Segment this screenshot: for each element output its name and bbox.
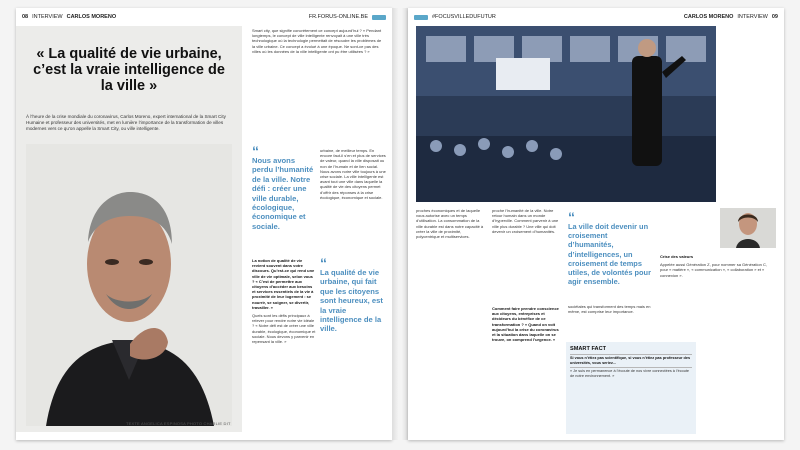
- pull-quote-text: Nous avons perdu l’humanité de la ville. Notre défi : créer une ville durable, écologique, économique et sociale.: [252, 156, 314, 231]
- article-column-3: [252, 258, 316, 347]
- photo-credit: TEXTE ANGELICA ESPINOSA PHOTO CHARLIE DIT: [126, 421, 231, 426]
- article-title: « La qualité de vie urbaine, c’est la vraie intelligence de la ville »: [33, 46, 225, 94]
- left-page-url: [309, 12, 386, 22]
- hashtag-label: #FOCUSVILLEDUFUTUR: [432, 14, 496, 20]
- magazine-logo-icon: [372, 15, 386, 20]
- left-page-header: [22, 12, 116, 22]
- pull-quote-1: [252, 143, 316, 231]
- student-photo: [720, 208, 776, 248]
- pull-quote-text: La ville doit devenir un croisement d’humanités, d’intelligences, un croisement de temps utiles, de volontés pour agir ensemble.: [568, 222, 651, 287]
- section-label: INTERVIEW: [32, 14, 63, 20]
- article-column-6: [492, 306, 562, 345]
- pull-quote-2: [320, 255, 384, 334]
- site-url: FR.FORUS-ONLINE.BE: [308, 14, 368, 20]
- article-column-7: [568, 304, 652, 317]
- quote-mark-icon: “: [568, 209, 575, 225]
- paragraph: proches économiques et de laquelle vous autorise avec un temps d’utilisation. La consommation de la ville durable est dans notre capacité à créer la ville de proximité, polycentrique et multiservices.: [416, 208, 484, 240]
- paragraph: Quels sont les défis principaux à relever pour rendre notre vie idéale ? « Notre défi est de créer une ville durable, écologique, économique et sociale. Nous devons y parvenir en repensant la ville. »: [252, 313, 316, 345]
- fact-box-title: SMART FACT: [570, 346, 607, 352]
- magazine-logo-icon: [414, 15, 428, 20]
- paragraph: La notion de qualité de vie revient souvent dans votre discours. Qu’est-ce qui rend une ville de vie optimale, selon vous ? « C’est de permettre aux citoyens d’accéder aux besoins et services essentiels de la vie à proximité de leur logement : se nourrir, se soigner, se divertir, travailler. »: [252, 258, 315, 310]
- right-page-header: [684, 12, 778, 22]
- fact-item: « Je suis en permanence à l’écoute de nos vivre connectées à l’écoute de notre environnement. »: [570, 368, 690, 378]
- author-name: CARLOS MORENO: [683, 14, 734, 20]
- paragraph: sociétales qui transforment des temps mais en même, est comprise leur importance.: [568, 304, 651, 315]
- paragraph: proche l’humanité de la ville. Notre retour humain dans un monde d’hyperville. Comment parvenir à une ville plus durable ? Une ville qui doit devenir un croisement d’humanités.: [492, 208, 559, 234]
- article-column-5: [492, 208, 562, 237]
- paragraph: Smart city, que signifie concrètement ce concept aujourd’hui ? « Pendant longtemps, le concept de ville intelligente renvoyait à une ville très technologique où la technologie permettait de résoudre les problèmes de la ville urbaine. Ce concept a évolué à une époque. Ne sont-ce pas des villes où les données de la ville intelligente ont pu être utilisées ? »: [252, 28, 382, 54]
- lecture-photo: [416, 26, 716, 202]
- article-column-4: [416, 208, 486, 242]
- spread-gutter: [392, 8, 408, 440]
- hero-panel: [16, 26, 242, 432]
- pull-quote-3: [568, 209, 652, 287]
- page-number: 08: [22, 14, 29, 20]
- paragraph: urbaine, de meilleur temps. En encore faut-il s’en et plus de services de valeur, quand la ville disposait ou non de l’humain et de lien social. Nous avons notre ville toujours à une crise sociale. La ville intelligente est avant tout une ville dans laquelle la qualité de vie des citoyens permet d’offrir des réponses à la crise écologique, économique et sociale.: [320, 148, 386, 200]
- smart-fact-box: [566, 342, 696, 434]
- portrait-photo: [26, 144, 232, 426]
- article-intro: À l’heure de la crise mondiale du coronavirus, Carlos Moreno, expert international de la Smart City Humaine et professeur des universités, met en lumière l’importance de la transformation de villes modernes vers ce qu’on appelle la Smart City, ou ville intelligente.: [26, 114, 226, 131]
- left-page: [16, 8, 392, 440]
- article-column-1: [252, 28, 384, 57]
- section-label: INTERVIEW: [737, 14, 768, 20]
- right-page: [408, 8, 784, 440]
- page-number: 09: [771, 14, 778, 20]
- paragraph: Comment faire prendre conscience aux citoyens, entreprises et décideurs du bénéfice de ce transformation ? « Quand on voit aujourd’hui la crise du coronavirus et la situation dans laquelle on se trouve, on comprend l’urgence. »: [492, 306, 559, 343]
- article-column-2: [320, 148, 386, 203]
- side-column: [660, 254, 776, 281]
- pull-quote-text: La qualité de vie urbaine, qui fait que les citoyens sont heureux, est la vraie intelligence de la ville.: [320, 268, 383, 334]
- author-name: CARLOS MORENO: [66, 14, 117, 20]
- paragraph: Appelée aussi Génération Z, pour nommer sa Génération C, pour « matière », « communication », « collaboration » et « connexion ».: [660, 262, 767, 278]
- right-page-tag: [414, 12, 496, 22]
- fact-item: Si vous n’étiez pas scientifique, si vous n’étiez pas professeur des universités, vous seriez...: [570, 356, 691, 365]
- quote-mark-icon: “: [320, 255, 327, 271]
- quote-mark-icon: “: [252, 143, 259, 159]
- side-caption: Crise des valeurs: [660, 254, 694, 259]
